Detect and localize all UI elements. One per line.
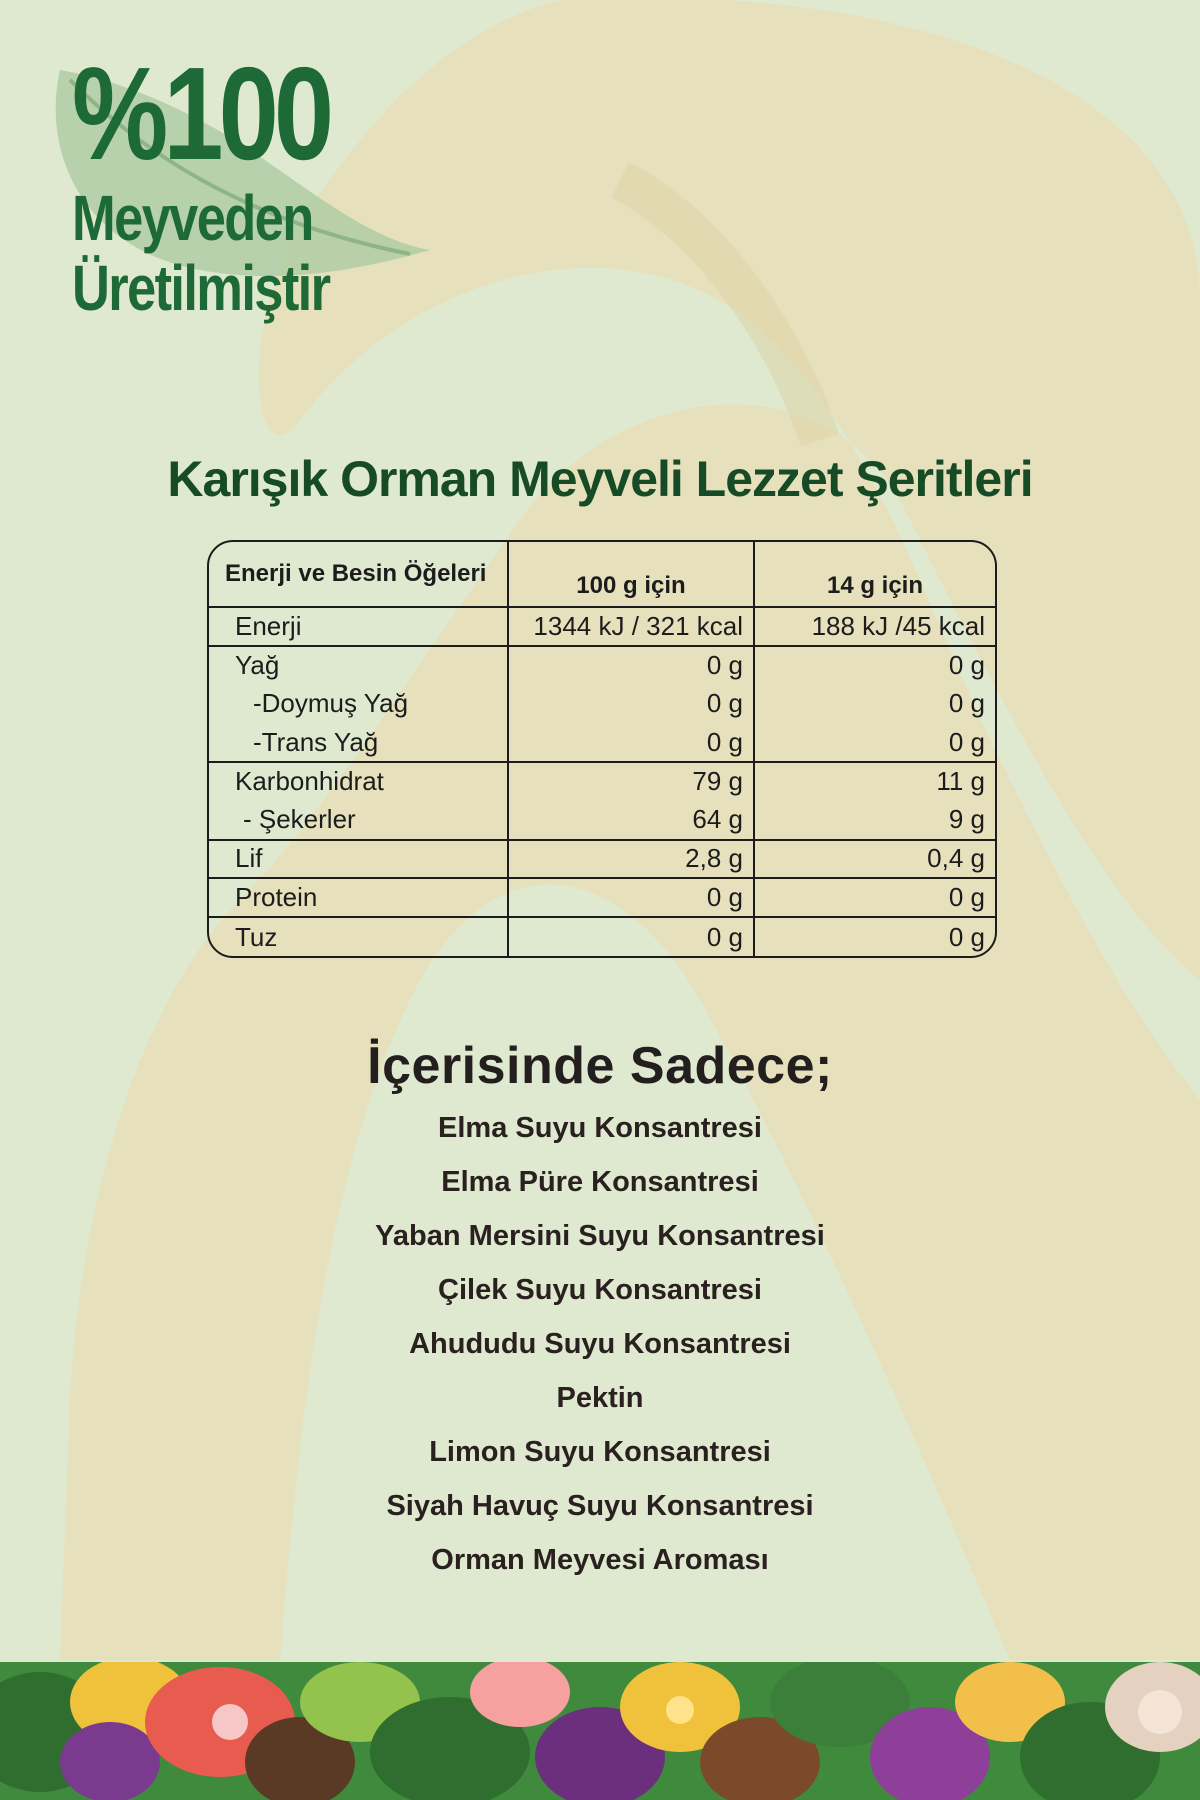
badge-percent: %100 (72, 40, 330, 187)
row-label: Lif (209, 840, 508, 879)
table-row (209, 917, 995, 956)
fruit-border-illustration (0, 1662, 1200, 1800)
table-row (209, 646, 995, 685)
row-value-14g: 0 g (754, 646, 995, 685)
ingredient-item: Elma Suyu Konsantresi (438, 1112, 762, 1144)
row-label: Yağ (235, 650, 280, 681)
row-value-100g: 0 g (508, 917, 754, 956)
table-row (209, 840, 995, 879)
table-row (209, 685, 995, 724)
row-value-14g: 0 g (754, 685, 995, 724)
row-value-100g: 0 g (508, 723, 754, 762)
row-label: -Trans Yağ (209, 723, 508, 762)
ingredient-item: Pektin (556, 1382, 644, 1414)
row-value-14g: 9 g (754, 801, 995, 840)
header-per-14g: 14 g için (754, 542, 995, 607)
ingredient-item: Orman Meyvesi Aroması (431, 1544, 769, 1576)
row-label: - Şekerler (209, 801, 508, 840)
badge-line-1: Meyveden (72, 182, 313, 254)
row-label: Enerji (209, 607, 508, 646)
table-row (209, 878, 995, 917)
row-value-14g: 0,4 g (754, 840, 995, 879)
row-value-14g: 11 g (754, 762, 995, 801)
header-nutrient: Enerji ve Besin Öğeleri (209, 542, 508, 607)
table-header-row (209, 542, 995, 607)
product-title: Karışık Orman Meyveli Lezzet Şeritleri (167, 451, 1033, 507)
ingredient-item: Çilek Suyu Konsantresi (438, 1274, 762, 1306)
row-value-100g: 79 g (508, 762, 754, 801)
ingredients-title: İçerisinde Sadece; (367, 1037, 833, 1095)
row-label: Karbonhidrat (235, 766, 384, 797)
row-label: Protein (209, 878, 508, 917)
nutrition-table (207, 540, 997, 958)
table-row (209, 723, 995, 762)
row-value-14g: 0 g (754, 917, 995, 956)
row-value-100g: 2,8 g (508, 840, 754, 879)
table-row (209, 762, 995, 801)
row-value-100g: 0 g (508, 685, 754, 724)
header-per-100g: 100 g için (508, 542, 754, 607)
ingredients-list (0, 1110, 1200, 1596)
ingredient-item: Limon Suyu Konsantresi (429, 1436, 771, 1468)
fruit-percentage-badge (72, 40, 386, 324)
row-value-14g: 188 kJ /45 kcal (754, 607, 995, 646)
table-row (209, 607, 995, 646)
row-label: -Doymuş Yağ (253, 688, 409, 719)
row-value-14g: 0 g (754, 723, 995, 762)
row-value-100g: 1344 kJ / 321 kcal (508, 607, 754, 646)
badge-line-2: Üretilmiştir (72, 252, 330, 324)
row-value-100g: 0 g (508, 646, 754, 685)
ingredient-item: Yaban Mersini Suyu Konsantresi (375, 1220, 825, 1252)
ingredient-item: Elma Püre Konsantresi (441, 1166, 759, 1198)
ingredient-item: Ahududu Suyu Konsantresi (409, 1328, 791, 1360)
row-value-100g: 0 g (508, 878, 754, 917)
row-value-14g: 0 g (754, 878, 995, 917)
ingredient-item: Siyah Havuç Suyu Konsantresi (386, 1490, 814, 1522)
row-label: Tuz (235, 921, 278, 952)
row-value-100g: 64 g (508, 801, 754, 840)
table-row (209, 801, 995, 840)
